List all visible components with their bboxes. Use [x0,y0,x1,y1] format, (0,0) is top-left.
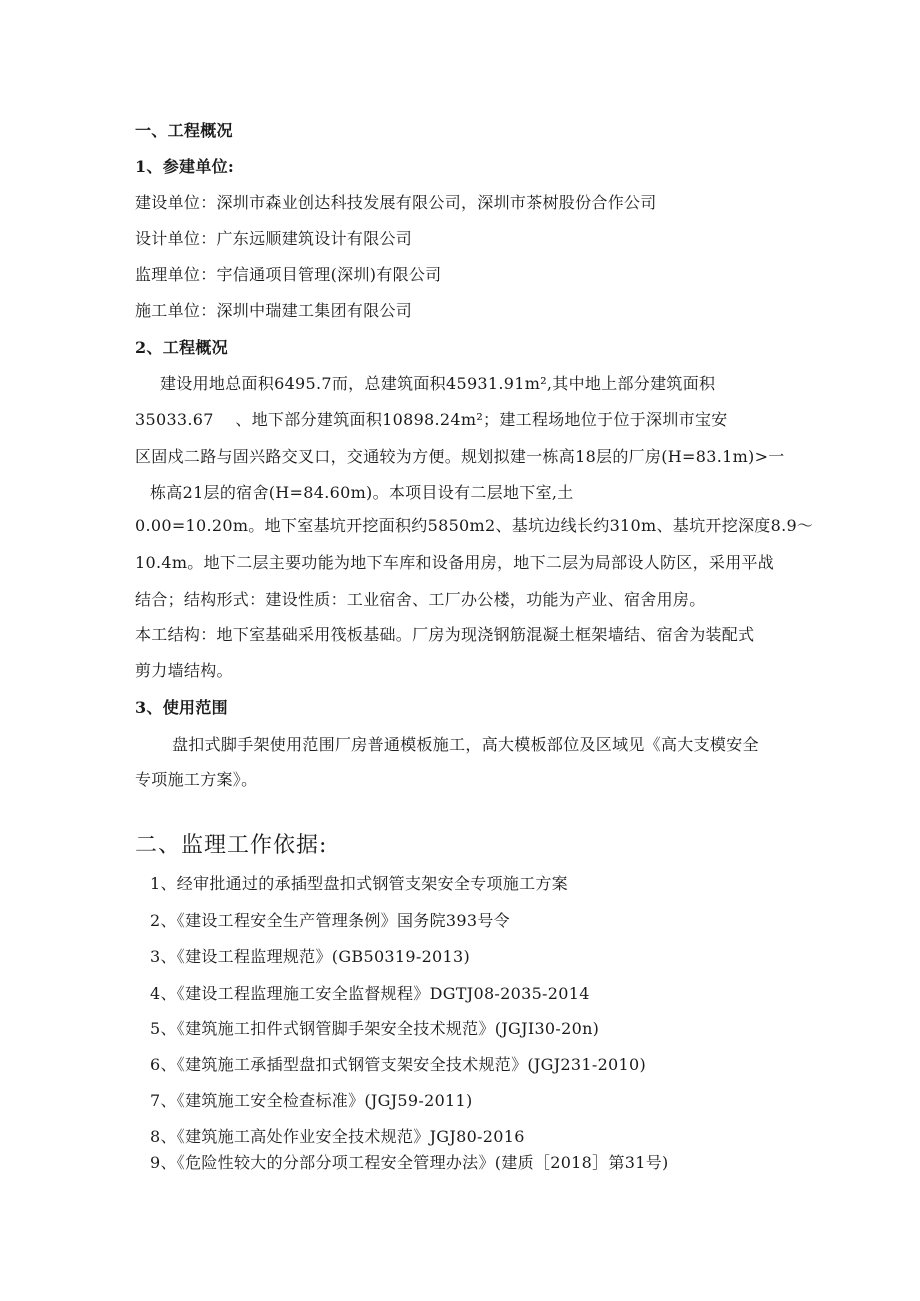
overview-paragraph-line: 栋高21层的宿舍(H=84.60m)。本项目设有二层地下室,土 [150,483,574,502]
basis-list-item: 8、《建筑施工高处作业安全技术规范》JGJ80-2016 [150,1127,525,1146]
subsection-1-heading: 1、参建单位: [135,157,235,176]
basis-list-item: 2、《建设工程安全生产管理条例》国务院393号令 [150,911,510,930]
overview-paragraph-line: 区固戍二路与固兴路交叉口，交通较为方便。规划拟建一栋高18层的厂房(H=83.1m)>一 [135,447,785,466]
basis-list-item: 1、经审批通过的承插型盘扣式钢管支架安全专项施工方案 [150,874,568,893]
overview-paragraph-line: 10.4m。地下二层主要功能为地下车库和设备用房，地下二层为局部设人防区，采用平战 [135,553,775,572]
basis-list-item: 5、《建筑施工扣件式钢管脚手架安全技术规范》(JGJI30-20n) [150,1019,600,1038]
section-2-heading: 二、监理工作依据: [135,833,328,858]
overview-paragraph-line: 建设用地总面积6495.7而，总建筑面积45931.91m²,其中地上部分建筑面积 [160,374,716,393]
subsection-2-heading: 2、工程概况 [135,338,228,357]
overview-paragraph-line: 剪力墙结构。 [135,661,233,680]
overview-paragraph-line: 本工结构：地下室基础采用筏板基础。厂房为现浇钢筋混凝土框架墙结、宿舍为装配式 [135,625,755,644]
supervision-unit-text: 监理单位：宇信通项目管理(深圳)有限公司 [135,265,442,284]
design-unit-text: 设计单位：广东远顺建筑设计有限公司 [135,229,413,248]
overview-paragraph-line: 结合；结构形式：建设性质：工业宿舍、工厂办公楼，功能为产业、宿舍用房。 [135,590,706,609]
section-1-heading: 一、工程概况 [135,121,233,140]
usage-scope-line: 盘扣式脚手架使用范围厂房普通模板施工，高大模板部位及区域见《高大支模安全 [172,735,759,754]
basis-list-item: 9、《危险性较大的分部分项工程安全管理办法》(建质［2018］第31号) [150,1153,669,1172]
usage-scope-line: 专项施工方案》。 [135,770,258,789]
basis-list-item: 6、《建筑施工承插型盘扣式钢管支架安全技术规范》(JGJ231-2010) [150,1055,647,1074]
construction-unit-text: 建设单位：深圳市森业创达科技发展有限公司，深圳市茶树股份合作公司 [135,193,657,212]
basis-list-item: 3、《建设工程监理规范》(GB50319-2013) [150,947,471,966]
basis-list-item: 4、《建设工程监理施工安全监督规程》DGTJ08-2035-2014 [150,984,590,1003]
basis-list-item: 7、《建筑施工安全检查标准》(JGJ59-2011) [150,1091,473,1110]
contractor-unit-text: 施工单位：深圳中瑞建工集团有限公司 [135,301,413,320]
subsection-3-heading: 3、使用范围 [135,698,228,717]
overview-paragraph-line: 0.00=10.20m。地下室基坑开挖面积约5850m2、基坑边线长约310m、基坑开挖深度8.9～ [135,516,814,535]
overview-paragraph-line: 35033.67 、地下部分建筑面积10898.24m²；建工程场地位于位于深圳市宝安 [135,410,728,429]
